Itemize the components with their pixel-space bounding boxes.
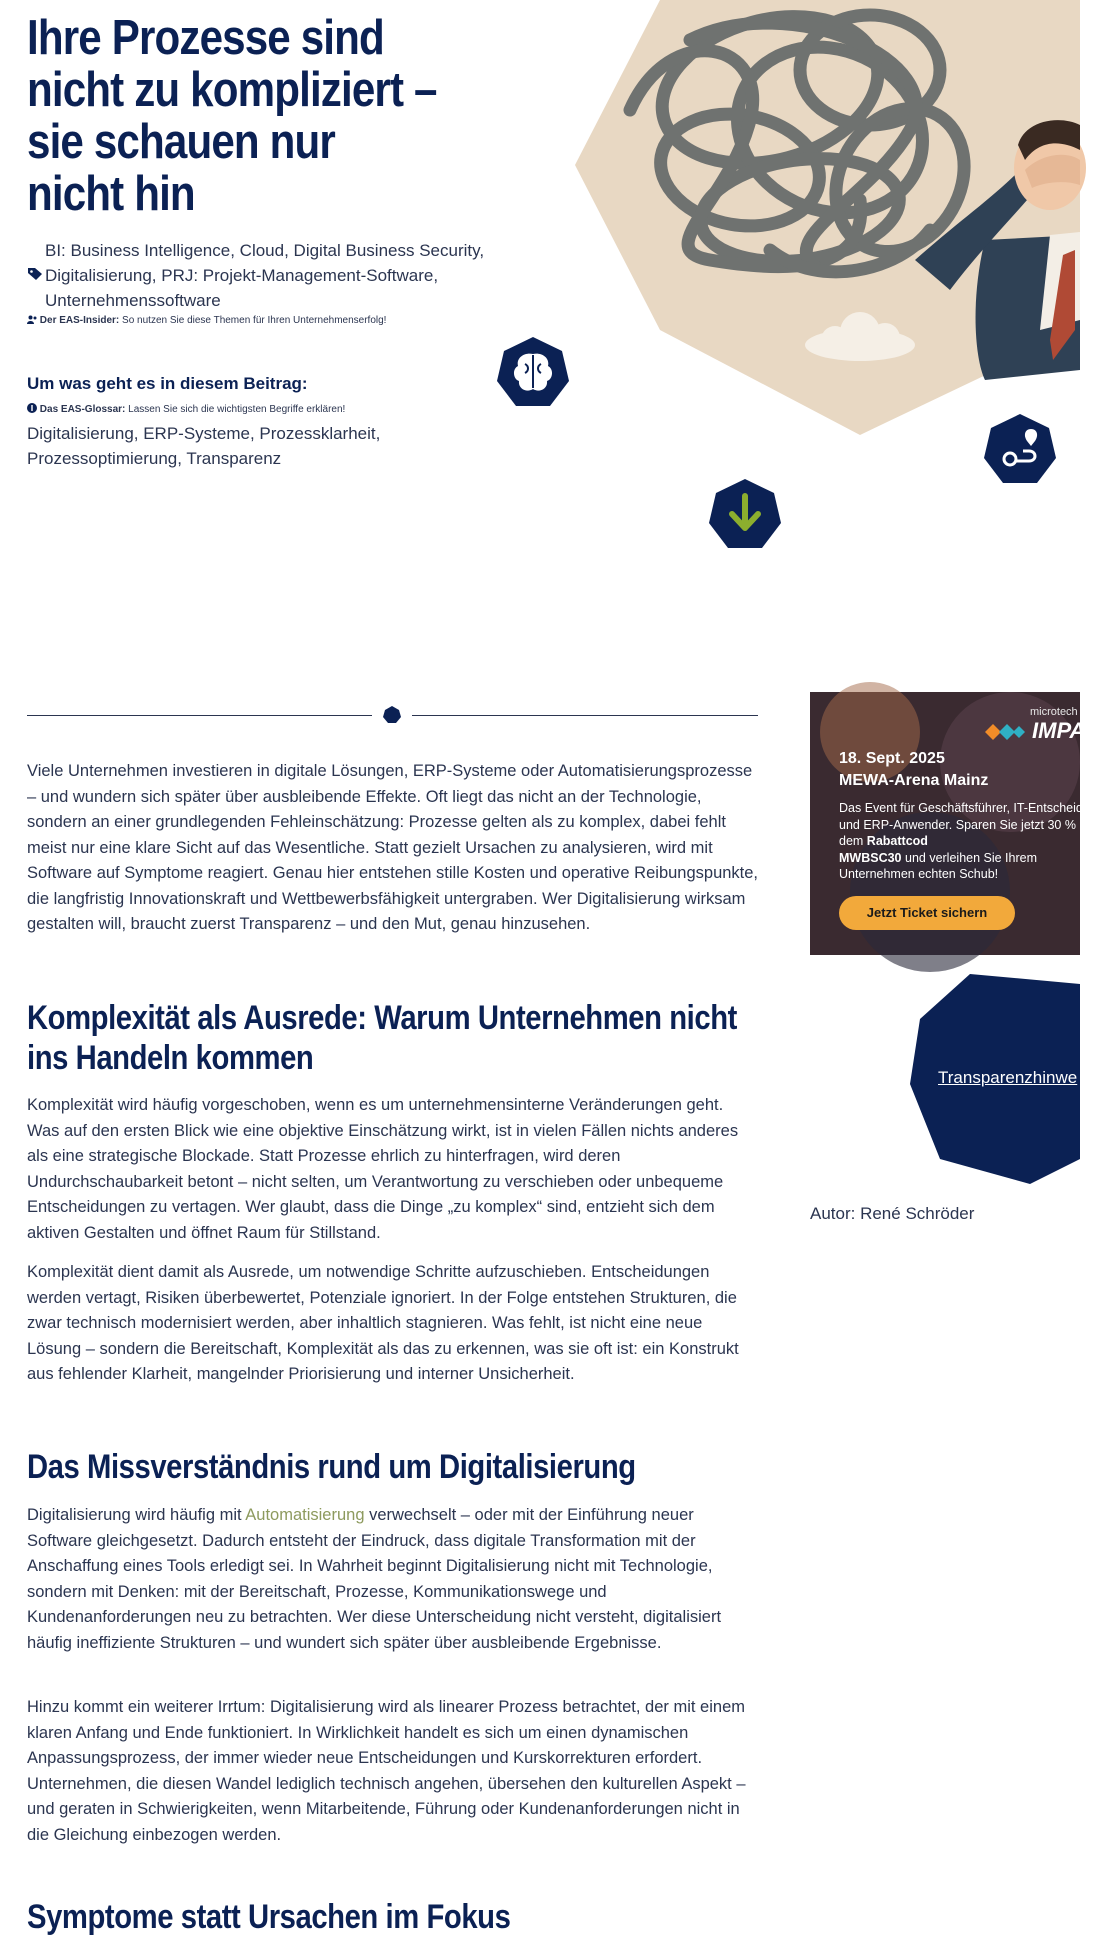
tag-link[interactable]: Digitalisierung [45,266,152,285]
insider-label: Der EAS-Insider: [39,315,120,326]
glossar-text: Lassen Sie sich die wichtigsten Begriffe erklären! [128,404,346,415]
glossar-label: Das EAS-Glossar: [39,404,126,415]
user-icon [27,315,37,324]
arrow-down-icon[interactable] [708,478,782,552]
event-ad-banner[interactable] [810,692,1097,955]
route-icon[interactable] [983,413,1057,487]
ad-brand: IMPA [1032,718,1086,743]
hero-illustration [570,0,1080,440]
tag-icon [27,267,43,281]
divider-line [27,715,372,716]
info-icon [27,403,37,413]
tag-link[interactable]: PRJ: Projekt-Management-Software [161,266,434,285]
glossar-note[interactable] [27,403,345,415]
tag-list: BI: Business Intelligence, Cloud, Digital Business Security, Digitalisierung, PRJ: Projekt-Management-Software, Unternehmenssoftware [27,238,507,313]
section-heading: Symptome statt Ursachen im Fokus [27,1898,511,1936]
brand-logo-icon [985,724,1027,740]
author-label: Autor: René Schröder [810,1204,975,1223]
ad-date: 18. Sept. 2025 [839,750,945,767]
ad-brand-small: microtech [1030,706,1078,718]
insider-text: So nutzen Sie diese Themen für Ihren Unternehmenserfolg! [122,315,387,326]
divider-line [412,715,758,716]
insider-note[interactable] [27,315,386,326]
section-heading: Das Missverständnis rund um Digitalisierung [27,1448,636,1486]
transparency-link[interactable]: Transparenzhinwe [938,1068,1078,1087]
tag-link[interactable]: Cloud [239,241,285,260]
tag-link[interactable]: Unternehmenssoftware [45,291,221,310]
intro-paragraph: Viele Unternehmen investieren in digitale Lösungen, ERP-Systeme oder Automatisierungsprozesse – und wundern sich später über ausbleibende Effekte. Oft liegt das nicht an der Technologie, sondern an einer grundlegenden Fehleinschätzung: Prozesse gelten als zu komplex, dabei fehlt meist nur eine klare Sicht auf das Wesentliche. Statt gezielt Ursachen zu analysieren, wird mit Software auf Symptome reagiert. Genau hier entstehen stille Kosten und operative Reibungspunkte, die langfristig Innovationskraft und Wettbewerbsfähigkeit untergraben. Wer Digitalisierung wirksam gestalten will, braucht zuerst Transparenz – und den Mut, genau hinzusehen. [27,762,759,933]
ticket-button[interactable]: Jetzt Ticket sichern [839,896,1015,930]
body-paragraph: Komplexität wird häufig vorgeschoben, wenn es um unternehmensinterne Veränderungen geht. Was auf den ersten Blick wie eine objektive Einschätzung wirkt, ist in vielen Fällen nichts anderes als eine strategische Blockade. Statt Prozesse ehrlich zu hinterfragen, wird deren Undurchschaubarkeit betont – nicht selten, um Verantwortung zu verschieben oder unbequeme Entscheidungen zu vertagen. Wer glaubt, dass die Dinge „zu komplex“ sind, entzieht sich dem aktiven Gestalten und öffnet Raum für Stillstand. [27,1096,739,1242]
ad-venue: MEWA-Arena Mainz [839,772,989,789]
body-text: verwechselt – oder mit der Einführung neuer Software gleichgesetzt. Dadurch entsteht der Eindruck, dass digitale Transformation mit der Anschaffung eines Tools erledigt sei. In Wahrheit beginnt Digitalisierung nicht mit Technologie, sondern mit Denken: mit der Bereitschaft, Prozesse, Kommunikationswege und Kundenanforderungen neu zu betrachten. Wer diese Unterscheidung nicht versteht, digitalisiert häufig ineffiziente Strukturen – und wundert sich später über ausbleibende Ergebnisse. [27,1506,722,1652]
automatisierung-link[interactable]: Automatisierung [245,1506,365,1524]
divider-ornament [383,706,401,724]
body-paragraph: Komplexität dient damit als Ausrede, um notwendige Schritte aufzuschieben. Entscheidungen werden vertagt, Risiken überbewertet, Potenziale ignoriert. In der Folge entstehen Strukturen, die zwar technisch modernisiert werden, aber inhaltlich stagnieren. Was fehlt, ist nicht eine neue Lösung – sondern die Bereitschaft, Komplexität als das zu erkennen, was sie oft ist: ein Konstrukt aus fehlender Klarheit, mangelnder Priorisierung und interner Unsicherheit. [27,1263,739,1383]
body-text: Digitalisierung wird häufig mit [27,1506,246,1524]
topic-list[interactable]: Digitalisierung, ERP-Systeme, Prozessklarheit, Prozessoptimierung, Transparenz [27,424,381,468]
body-paragraph [27,1503,759,1656]
section-heading: Komplexität als Ausrede: Warum Unternehmen nicht ins Handeln kommen [27,999,737,1077]
brain-icon[interactable] [496,336,570,410]
page-title: Ihre Prozesse sind nicht zu kompliziert – sie schauen nur nicht hin [27,11,437,221]
tag-link[interactable]: BI: Business Intelligence [45,241,231,260]
tag-link[interactable]: Digital Business Security [293,241,480,260]
topic-heading: Um was geht es in diesem Beitrag: [27,374,308,393]
ad-text: Das Event für Geschäftsführer, IT-Entscheider und ERP-Anwender. Sparen Sie jetzt 30 % mit dem Rabattcod MWBSC30 und verleihen Sie Ihrem Unternehmen echten Schub! [839,801,1097,881]
body-paragraph: Hinzu kommt ein weiterer Irrtum: Digitalisierung wird als linearer Prozess betrachtet, der mit einem klaren Anfang und Ende funktioniert. In Wirklichkeit handelt es sich um einen dynamischen Anpassungsprozess, der immer wieder neue Entscheidungen und Kurskorrekturen erfordert. Unternehmen, die diesen Wandel lediglich technisch angehen, übersehen den kulturellen Aspekt – und geraten in Schwierigkeiten, wenn Mitarbeitende, Führung oder Kundenanforderungen nicht in die Gleichung einbezogen werden. [27,1698,746,1844]
